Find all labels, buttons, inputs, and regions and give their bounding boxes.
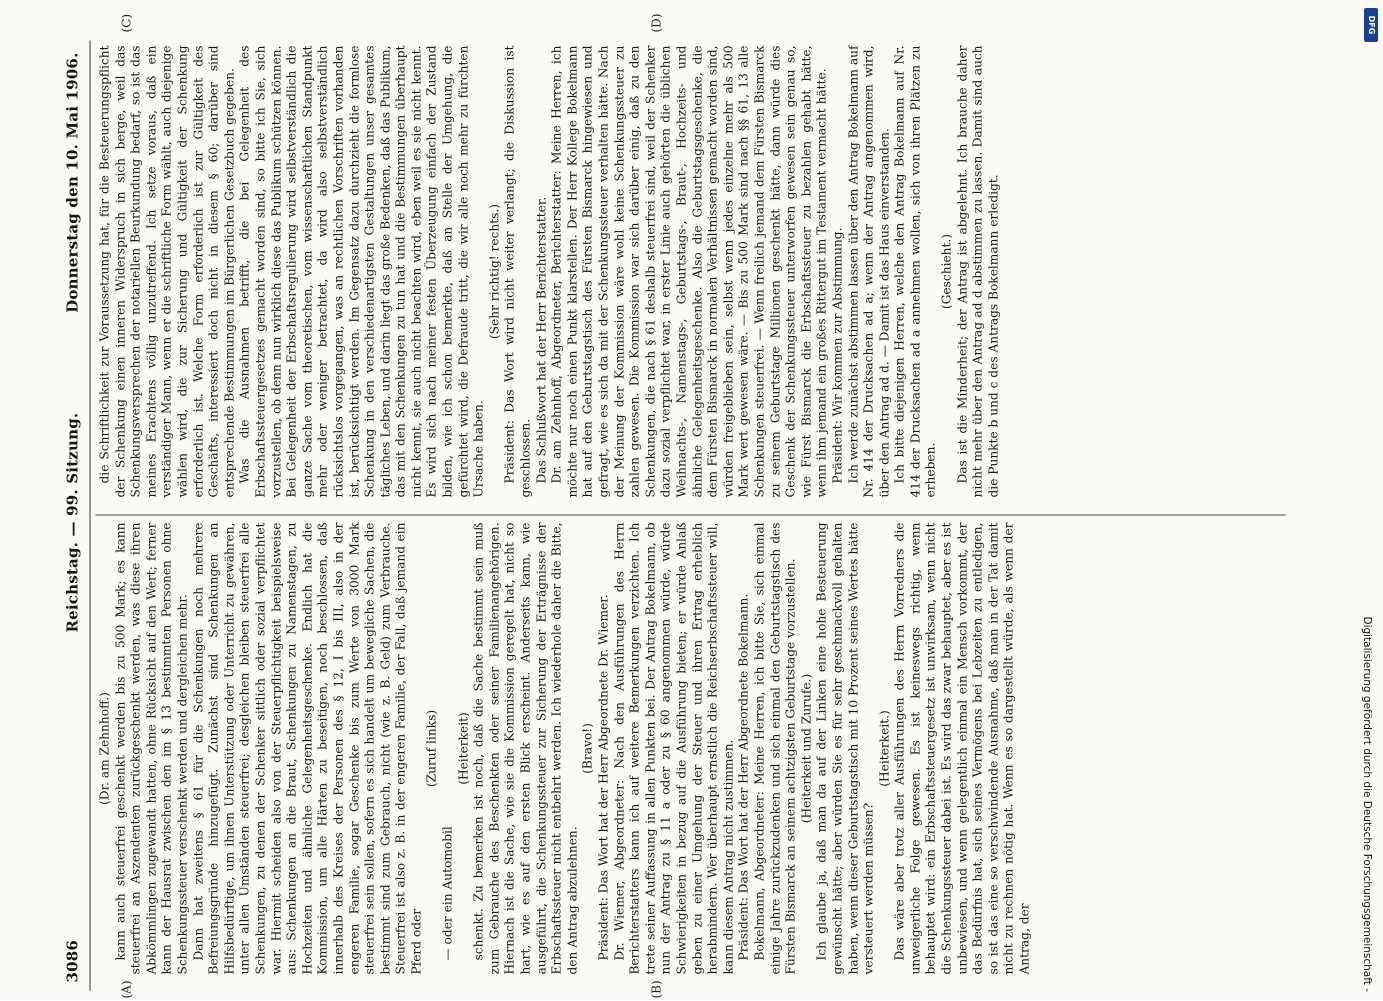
- paragraph: schenkt. Zu bemerken ist noch, daß die Sache bestimmt sein muß zum Gebrauche des Beschenkten oder seiner Familienangehörigen. Hiernach ist die Sache, wie sie die Kommission geregelt hat, nicht so hart, wie es auf den ersten Blick erscheint. Anderseits kann, wie ausgeführt, die Schenkungssteuer zur Sicherung der Erträgnisse der Erbschaftssteuer nicht entbehrt werden. Ich wiederhole daher die Bitte, den Antrag abzulehnen.: [471, 522, 580, 975]
- paragraph: Präsident: Das Wort hat der Herr Abgeordnete Dr. Wiemer.: [596, 594, 611, 961]
- paragraph: Das wäre aber trotz aller Ausführungen des Herrn Vorredners die unweigerliche Folge gewesen. Es ist keineswegs richtig, wenn behauptet wird: ein Erbschaftssteuergesetz ist unwirksam, wenn nicht die Schenkungssteuer dabei ist. Es wird das zwar behauptet, aber es ist unbewiesen, und wenn gelegentlich einmal ein Mensch vorkommt, der das Bedürfnis hat, sich seines Vermögens bei Lebzeiten zu entledigen, so ist das eine so verschwindende Ausnahme, daß man in der Tat damit nicht zu rechnen nötig hat. Wenn es so dargestellt würde, als wenn der Antrag, der: [892, 522, 1032, 975]
- interjection: (Heiterkeit.): [877, 710, 892, 787]
- right-column: [98, 46, 1002, 498]
- interjection: (Bravo!): [580, 723, 595, 774]
- margin-mark-a: (A): [119, 980, 134, 999]
- left-column: [98, 523, 1034, 975]
- margin-mark-c: (C): [119, 13, 134, 33]
- running-header: [58, 43, 90, 983]
- rotated-page-content: [0, 1, 1383, 1001]
- interjection: (Geschieht.): [939, 233, 954, 310]
- paragraph: — oder ein Automobil: [440, 826, 455, 961]
- speaker-continuation: (Dr. am Zehnhoff.): [97, 692, 112, 805]
- paragraph: Das Schlußwort hat der Herr Berichterstatter.: [534, 196, 549, 484]
- margin-mark-d: (D): [649, 13, 664, 33]
- paragraph: Präsident: Das Wort hat der Herr Abgeordnete Bokelmann.: [736, 593, 751, 961]
- paragraph: Dr. am Zehnhoff, Abgeordneter, Berichterstatter: Meine Herren, ich möchte nur noch einen Punkt klarstellen. Der Herr Kollege Bokelmann hat auf den Geburtstagstisch des Fürsten Bismarck hingewiesen und gefragt, wie es sich da mit der Schenkungssteuer verhalten hätte. Nach der Meinung der Kommission wäre wohl keine Schenkungssteuer zu zahlen gewesen. Die Kommission war sich darüber einig, daß zu den Schenkungen, die nach § 61 deshalb steuerfrei sind, weil der Schenker dazu sozial verpflichtet war, in erster Linie auch gehörten die üblichen Weihnachts-, Namenstags-, Geburtstags-, Braut-, Hochzeits- und ähnliche Gelegenheitsgeschenke. Also die Geburtstagsgeschenke, die dem Fürsten Bismarck in normalen Verhältnissen gemacht worden sind, würden freigeblieben sein, selbst wenn jedes einzelne mehr als 500 Mark wert gewesen wäre. — Bis zu 500 Mark sind nach §§ 61, 13 alle Schenkungen steuerfrei. — Wenn freilich jemand dem Fürsten Bismarck zu seinem Geburtstage Millionen geschenkt hätte, dann würde dies Geschenk der Schenkungssteuer unterworfen gewesen sein genau so, wie Fürst Bismarck die Erbschaftssteuer zu bezahlen gehabt hätte, wenn ihm jemand ein großes Rittergut im Testament vermacht hätte.: [549, 45, 829, 498]
- session-date: Donnerstag den 10. Mai 1906.: [63, 52, 82, 313]
- paragraph: Bokelmann, Abgeordneter: Meine Herren, ich bitte Sie, sich einmal einige Jahre zurückzudenken und sich einmal den Geburtstagstisch des Fürsten Bismarck an seinem achtzigsten Geburtstage vorzustellen.: [752, 522, 798, 975]
- header-rule: [90, 41, 91, 991]
- interjection: (Heiterkeit und Zurufe.): [799, 673, 814, 824]
- paragraph: Ich werde zunächst abstimmen lassen über den Antrag Bokelmann auf Nr. 414 der Drucksachen ad a; wenn der Antrag angenommen wird, über den Antrag ad d. — Damit ist das Haus einverstanden.: [846, 45, 892, 498]
- paragraph: Präsident: Wir kommen zur Abstimmung.: [830, 227, 845, 484]
- paragraph: Präsident: Das Wort wird nicht weiter verlangt; die Diskussion ist geschlossen.: [502, 45, 533, 498]
- credit-text: Digitalisierung gefördert durch die Deutsche Forschungsgemeinschaft -: [1361, 616, 1373, 992]
- paragraph: Das ist die Minderheit; der Antrag ist abgelehnt. Ich brauche daher nicht mehr über den Antrag ad d abstimmen zu lassen. Damit sind auch die Punkte b und c des Antrags Bokelmann erledigt.: [955, 45, 1001, 498]
- paragraph: Dr. Wiemer, Abgeordneter: Nach den Ausführungen des Herrn Berichterstatters kann ich auf weitere Bemerkungen verzichten. Ich trete seiner Auffassung in allen Punkten bei. Der Antrag Bokelmann, ob nun der Antrag zu § 11 a oder zu § 60 angenommen würde, würde Schwierigkeiten in bezug auf die Ausführung bieten; er würde Anlaß geben zu einer Umgehung der Steuer und ihren Ertrag erheblich herabmindern. Wer überhaupt ernstlich die Reichserbschaftssteuer will, kann diesem Antrag nicht zustimmen.: [612, 522, 736, 975]
- paragraph: Ich glaube ja, daß man da auf der Linken eine hohe Besteuerung gewünscht hätte; aber würden Sie es für sehr geschmackvoll gehalten haben, wenn dieser Geburtstagstisch mit 10 Prozent seines Wertes hätte versteuert werden müssen?: [814, 522, 876, 975]
- interjection: (Heiterkeit): [456, 712, 471, 785]
- paragraph: Dann hat zweitens § 61 für die Schenkungen noch mehrere Befreiungsgründe hinzugefügt. Zunächst sind Schenkungen an Hilfsbedürftige, um ihnen Unterstützung oder Unterricht zu gewähren, unter allen Umständen steuerfrei; desgleichen bleiben steuerfrei alle Schenkungen, zu denen der Schenker sittlich oder sozial verpflichtet war. Hiermit scheiden also von der Steuerpflichtigkeit beispielsweise aus: Schenkungen an die Braut, Schenkungen zu Namenstagen, zu Hochzeiten und ähnliche Gelegenheitsgeschenke. Endlich hat die Kommission, um alle Härten zu beseitigen, noch beschlossen, daß innerhalb des Kreises der Personen des § 12, I bis III, also in der engeren Familie, sogar Geschenke bis zum Werte von 3000 Mark steuerfrei sein sollen, sofern es sich handelt um bewegliche Sachen, die bestimmt sind zum Gebrauch, nicht (wie z. B. Geld) zum Verbrauche. Steuerfrei ist also z. B. in der engeren Familie, der Fall, daß jemand ein Pferd oder: [191, 522, 424, 975]
- interjection: (Zuruf links): [424, 709, 439, 788]
- digitization-credit: [1358, 12, 1376, 992]
- dfg-logo-text: DFG: [1367, 15, 1376, 35]
- page-number: 3086: [63, 939, 82, 983]
- paragraph: kann auch steuerfrei geschenkt werden bis zu 500 Mark; es kann steuerfrei an Aszendenten zurückgeschenkt werden, was diese ihren Abkömmlingen zugewandt hatten, ohne Rücksicht auf den Wert; ferner kann der Hausrat zwischen den im § 13 bestimmten Personen ohne Schenkungssteuer verschenkt werden und dergleichen mehr.: [113, 522, 190, 975]
- interjection: (Sehr richtig! rechts.): [487, 203, 502, 340]
- paragraph: Was die Ausnahmen betrifft, die bei Gelegenheit des Erbschaftssteuergesetzes gemacht worden sind, so bitte ich Sie, sich vorzustellen, ob denn nun wirklich diese das Publikum schützen können. Bei Gelegenheit der Erbschaftsregulierung wird selbstverständlich die ganze Sache vom theoretischen, vom wissenschaftlichen Standpunkt mehr oder weniger betrachtet, da wird also selbstverständlich rücksichtslos vorgegangen, was an rechtlichen Vorschriften vorhanden ist, berücksichtigt werden. Im Gegensatz dazu durchzieht die formlose Schenkung in den verschiedenartigsten Gestaltungen unser gesamtes tägliches Leben, und darin liegt das große Bedenken, daß das Publikum, das mit den Schenkungen zu tun hat und die Bestimmungen überhaupt nicht kennt, sie auch nicht beachten wird, eben weil es sie nicht kennt. Es wird sich nach meiner festen Überzeugung einfach der Zustand bilden, wie ich schon bemerkte, daß an Stelle der Umgehung, die gefürchtet wird, die Defraude tritt, die wir alle noch mehr zu fürchten Ursache haben.: [237, 45, 486, 498]
- margin-mark-b: (B): [649, 980, 664, 999]
- paragraph: die Schriftlichkeit zur Voraussetzung hat, für die Besteuerungspflicht der Schenkung einen inneren Widerspruch in sich berge, weil das Schenkungsversprechen der notariellen Beurkundung bedarf, so ist das meines Erachtens völlig unzutreffend. Ich setze voraus, daß ein verständiger Mann, wenn er die schriftliche Form wählt, auch diejenige wählen wird, die zur Sicherung und Gültigkeit der Schenkung erforderlich ist. Welche Form erforderlich ist zur Gültigkeit des Geschäfts, interessiert doch nicht in diesem § 60; darüber sind entsprechende Bestimmungen im Bürgerlichen Gesetzbuch gegeben.: [97, 45, 237, 498]
- session-title: Reichstag. — 99. Sitzung.: [63, 412, 82, 633]
- column-divider: [96, 514, 1286, 515]
- paragraph: Ich bitte diejenigen Herren, welche den Antrag Bokelmann auf Nr. 414 der Drucksachen ad a annehmen wollen, sich von ihren Plätzen zu erheben.: [892, 45, 938, 498]
